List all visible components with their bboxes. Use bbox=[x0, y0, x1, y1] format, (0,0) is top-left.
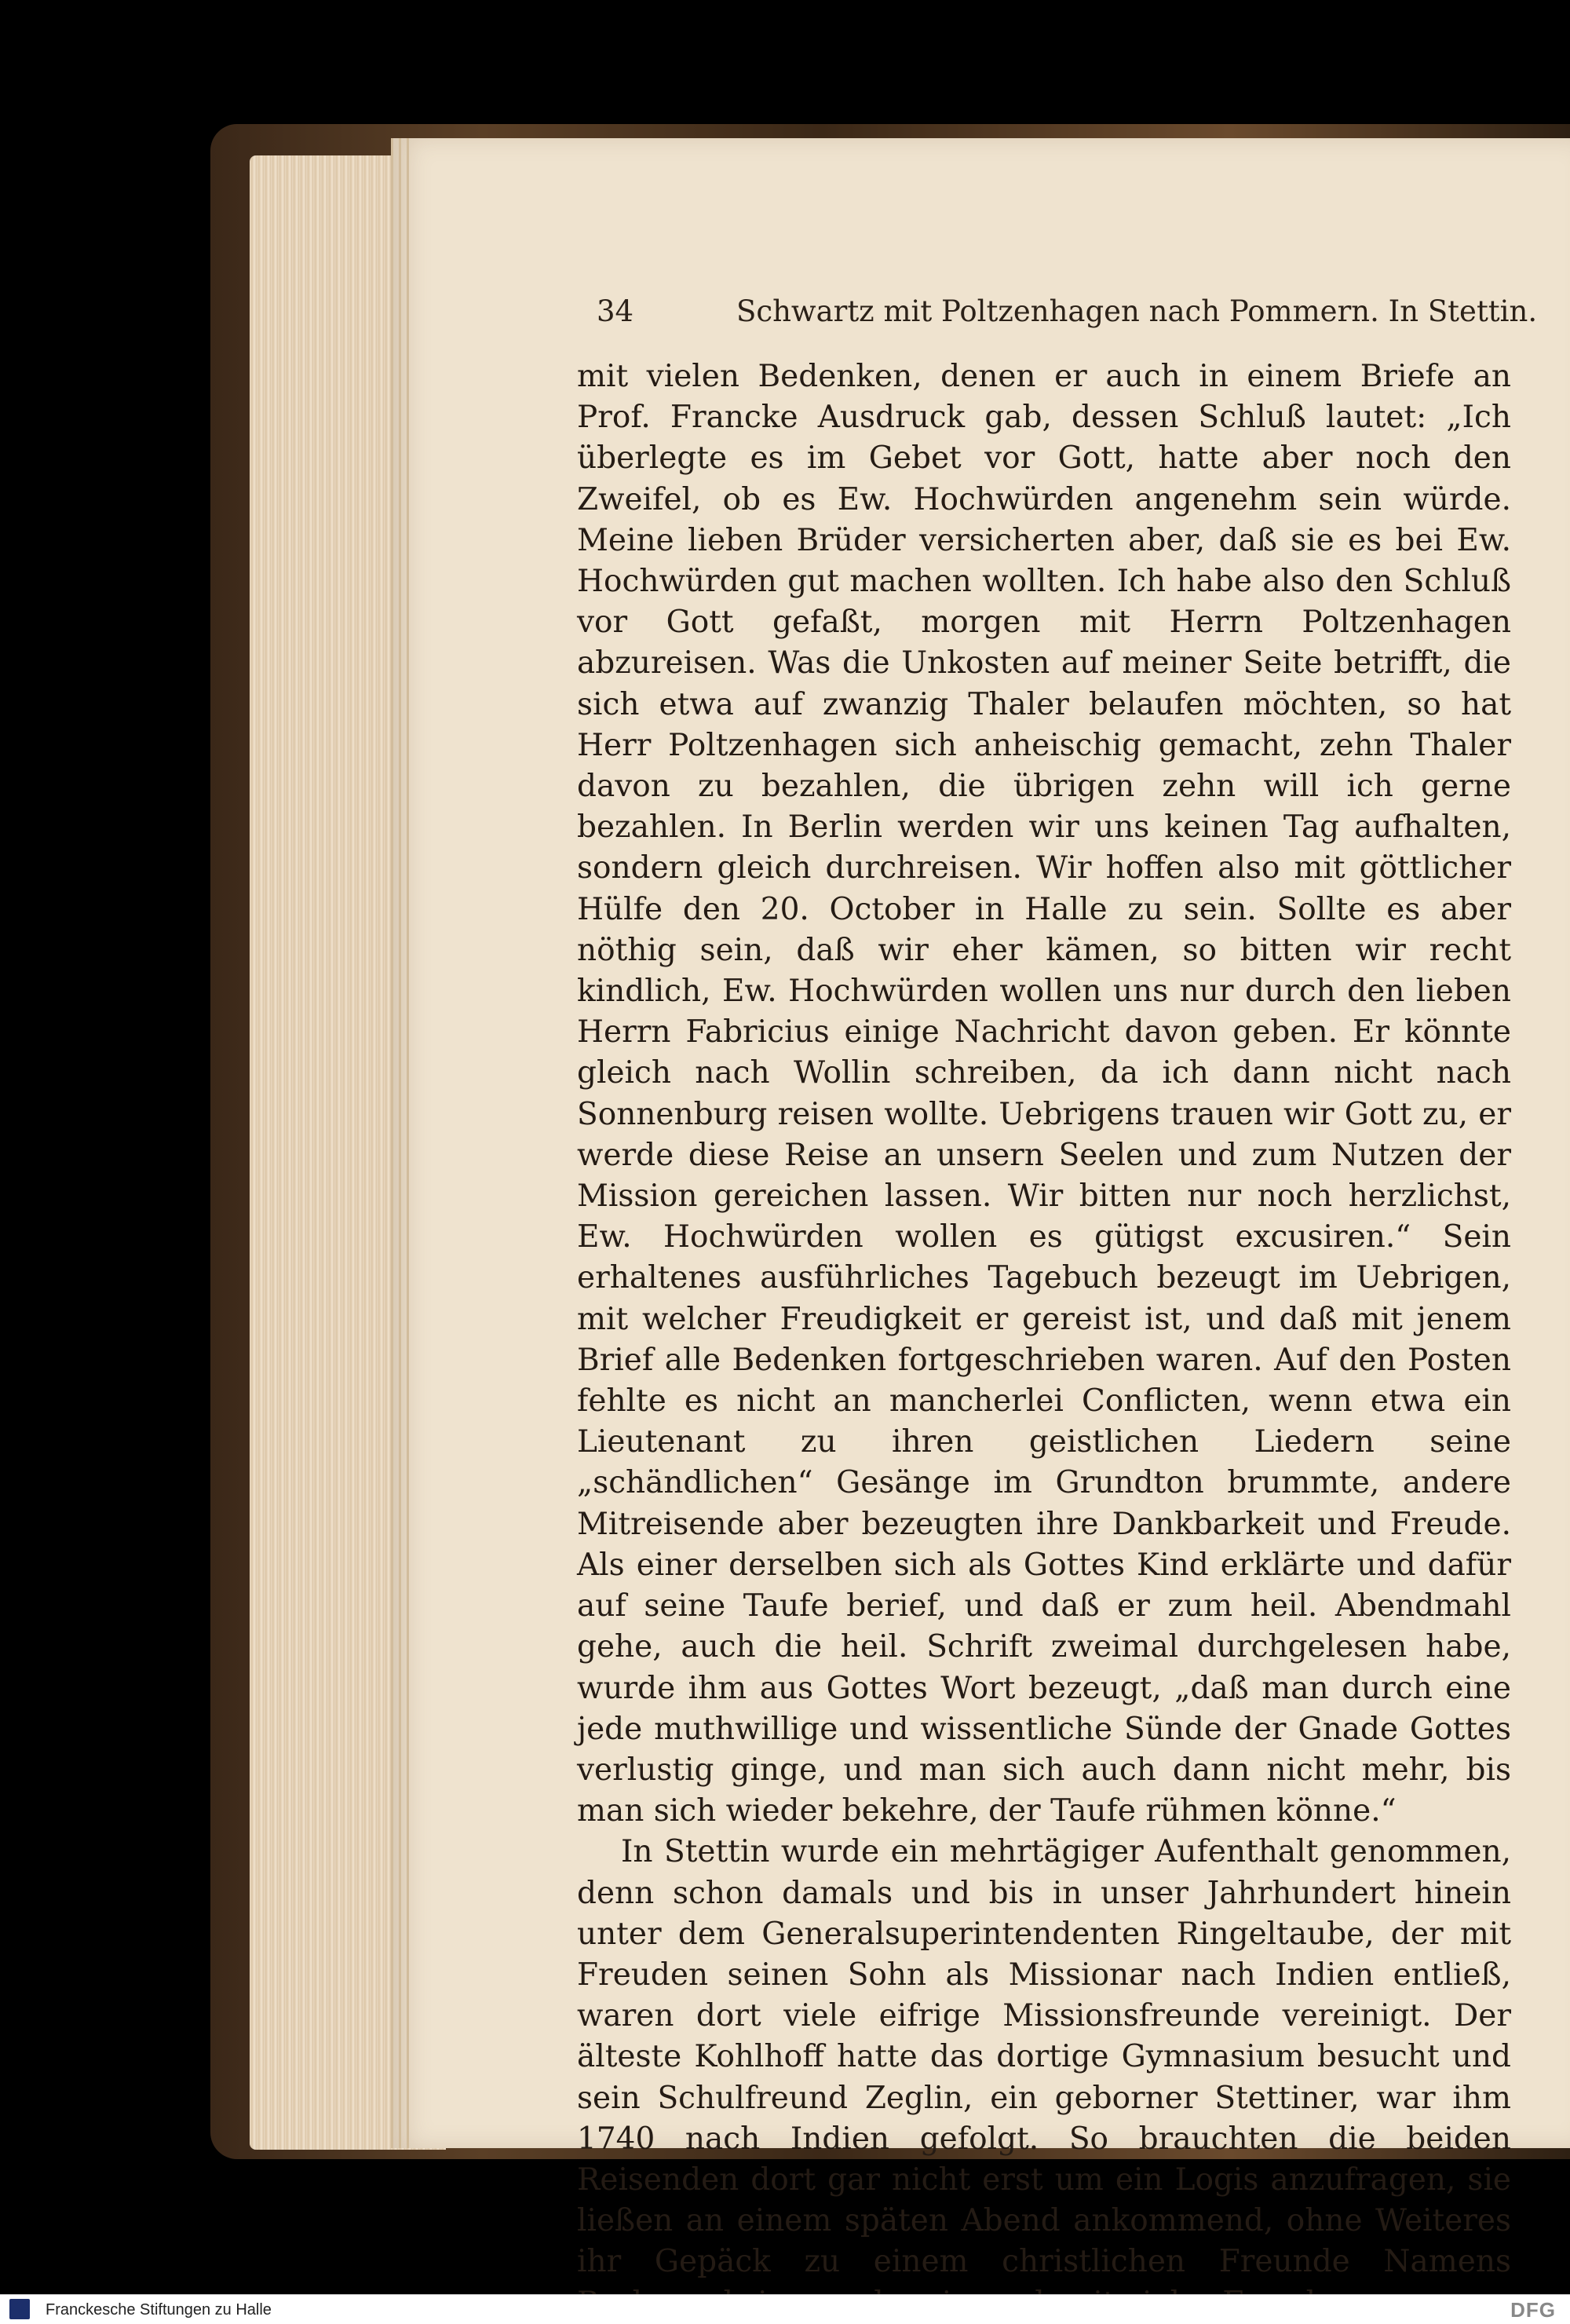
institution-logo-icon bbox=[9, 2299, 30, 2319]
page-edge-line bbox=[399, 138, 401, 2148]
page-number: 34 bbox=[597, 294, 634, 328]
footer-owner-label[interactable]: Franckesche Stiftungen zu Halle bbox=[46, 2301, 272, 2319]
paragraph: mit vielen Bedenken, denen er auch in einem Briefe an Prof. Francke Ausdruck gab, dessen Schluß lautet: „Ich überlegte es im Gebet vor Gott, hatte aber noch den Zweifel, ob es Ew. Hochwürden angenehm sein würde. Meine lieben Brüder versicherten aber, daß sie es bei Ew. Hochwürden gut machen wollten. Ich habe also den Schluß vor Gott gefaßt, morgen mit Herrn Poltzenhagen abzureisen. Was die Unkosten auf meiner Seite betrifft, die sich etwa auf zwanzig Thaler belaufen möchten, so hat Herr Poltzenhagen sich anheischig gemacht, zehn Thaler davon zu bezahlen, die übrigen zehn will ich gerne bezahlen. In Berlin werden wir uns keinen Tag aufhalten, sondern gleich durchreisen. Wir hoffen also mit göttlicher Hülfe den 20. October in Halle zu sein. Sollte es aber nöthig sein, daß wir eher kämen, so bitten wir recht kindlich, Ew. Hochwürden wollen uns nur durch den lieben Herrn Fabricius einige Nachricht davon geben. Er könnte gleich nach Wollin schreiben, da ich dann nicht nach Sonnenburg reisen wollte. Uebrigens trauen wir Gott zu, er werde diese Reise an unsern Seelen und zum Nutzen der Mission gereichen lassen. Wir bitten nur noch herzlichst, Ew. Hochwürden wollen es gütigst excusiren.“ Sein erhaltenes ausführliches Tagebuch bezeugt im Uebrigen, mit welcher Freudigkeit er gereist ist, und daß mit jenem Brief alle Bedenken fortgeschrieben waren. Auf den Posten fehlte es nicht an mancherlei Conflicten, wenn etwa ein Lieutenant zu ihren geistlichen Liedern seine „schändlichen“ Gesänge im Grundton brummte, andere Mitreisende aber bezeugten ihre Dankbarkeit und Freude. Als einer derselben sich als Gottes Kind erklärte und dafür auf seine Taufe berief, und daß er zum heil. Abendmahl gehe, auch die heil. Schrift zweimal durchgelesen habe, wurde ihm aus Gottes Wort bezeugt, „daß man durch eine jede muthwillige und wissentliche Sünde der Gnade Gottes verlustig ginge, und man sich auch dann nicht mehr, bis man sich wieder bekehre, der Taufe rühmen könne.“ bbox=[577, 359, 1511, 1829]
paragraph: In Stettin wurde ein mehrtägiger Aufenthalt genommen, denn schon damals und bis in unser Jahrhundert hinein unter dem Generalsuperintendenten Ringeltaube, der mit Freuden seinen Sohn als Missionar nach Indien entließ, waren dort viele eifrige Missionsfreunde vereinigt. Der älteste Kohlhoff hatte das dortige Gymnasium besucht und sein Schulfreund Zeglin, ein geborner Stettiner, war ihm 1740 nach Indien gefolgt. So brauchten die beiden Reisenden dort gar nicht erst um ein Logis anzufragen, sie ließen an einem späten Abend ankommend, ohne Weiteres ihr Gepäck zu einem christlichen Freunde Namens bbox=[577, 1834, 1511, 2280]
running-head-title: Schwartz mit Poltzenhagen nach Pommern. In Stettin. bbox=[736, 294, 1538, 328]
viewer-footer bbox=[0, 2294, 1570, 2324]
running-header bbox=[597, 294, 1538, 338]
page-edge-line bbox=[391, 138, 393, 2148]
dfg-logo: DFG bbox=[1510, 2298, 1556, 2322]
page-edge-line bbox=[407, 138, 409, 2148]
page-body bbox=[577, 356, 1511, 2324]
